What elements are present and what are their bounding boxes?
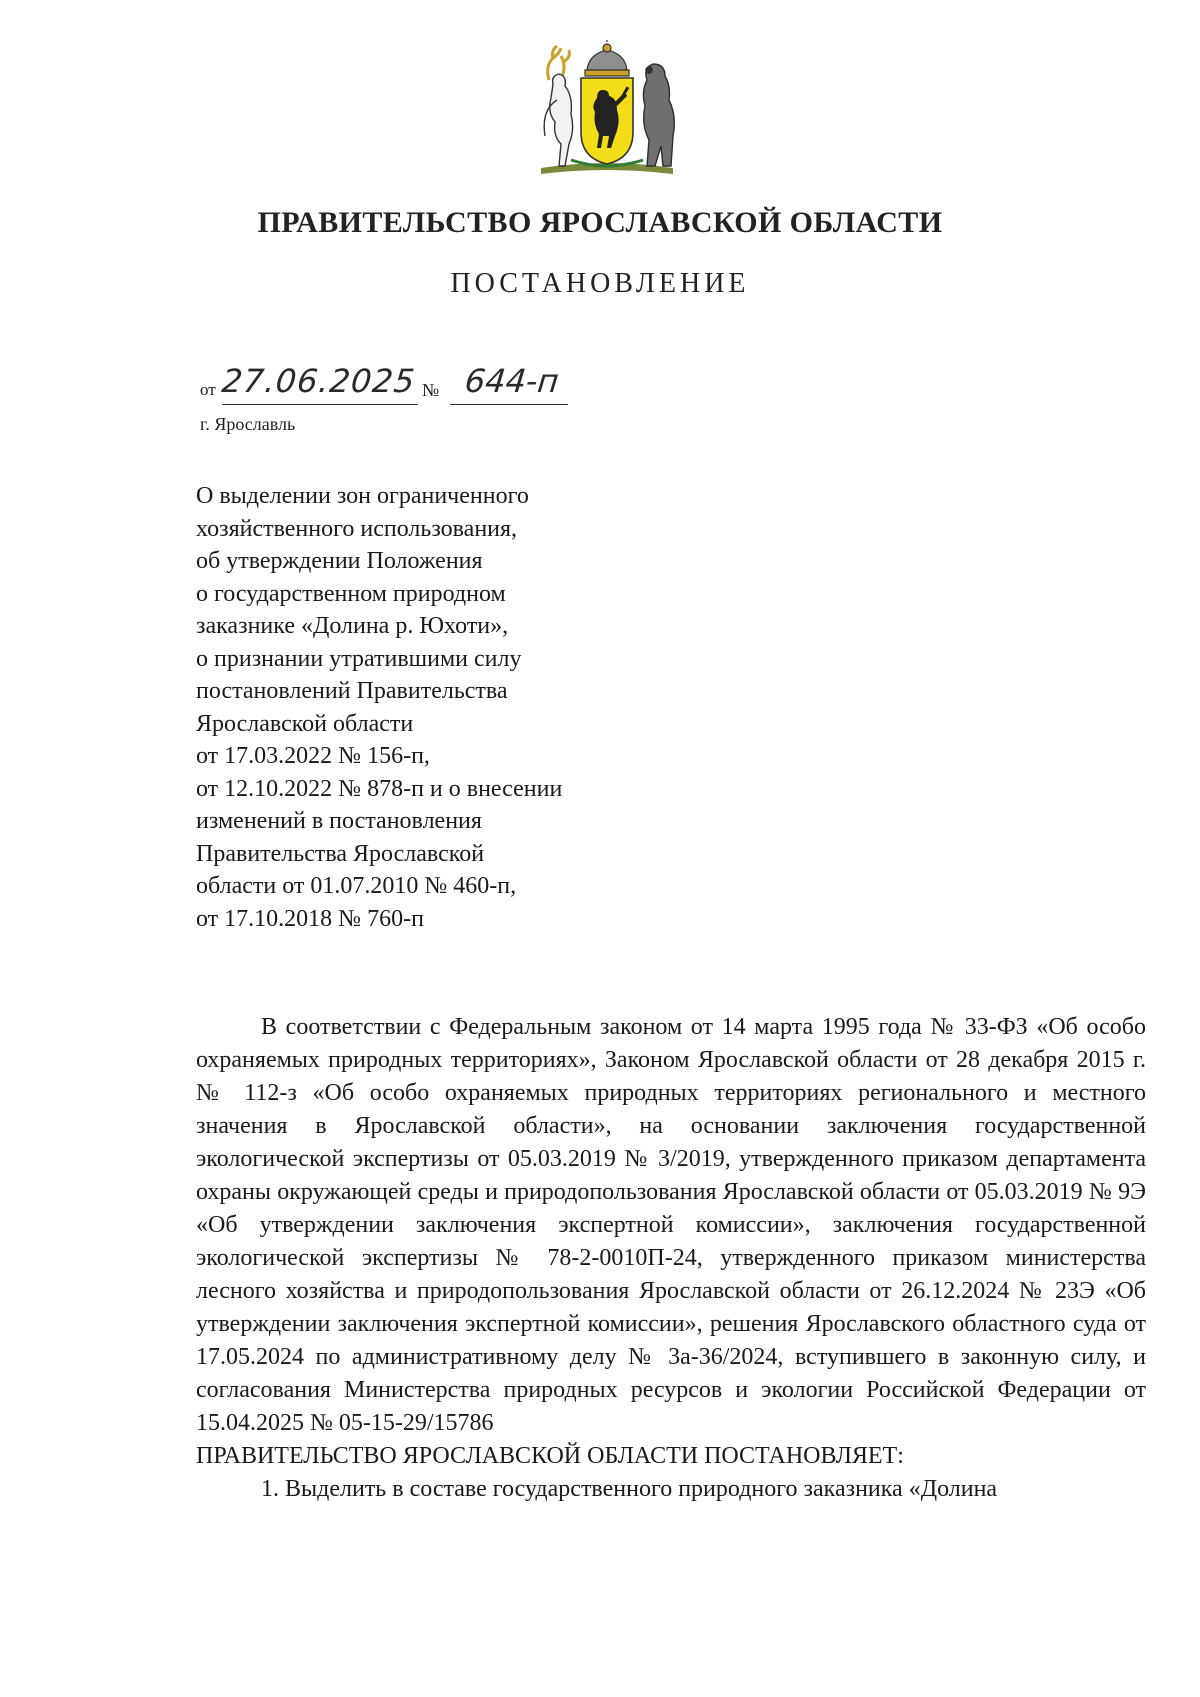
subject-line: постановлений Правительства: [196, 678, 508, 704]
subject-line: Ярославской области: [196, 710, 414, 737]
document-body: [196, 1011, 1146, 1506]
subject-line: Правительства Ярославской: [196, 840, 485, 867]
subject-line: изменений в постановления: [196, 808, 482, 834]
date-prefix: от: [200, 380, 216, 399]
subject-line: об утверждении Положения: [196, 548, 483, 574]
number-underline: [450, 404, 568, 405]
number-prefix: №: [422, 380, 440, 400]
handwritten-number: 644-п: [463, 362, 561, 400]
subject-line: О выделении зон ограниченного: [196, 483, 529, 509]
registration-line: [200, 362, 620, 406]
subject-line: области от 01.07.2010 № 460-п,: [196, 873, 517, 899]
document-type-title: ПОСТАНОВЛЕНИЕ: [450, 268, 750, 299]
date-underline: [222, 404, 418, 405]
resolves-line: ПРАВИТЕЛЬСТВО ЯРОСЛАВСКОЙ ОБЛАСТИ ПОСТАНОВЛЯЕТ:: [196, 1443, 904, 1469]
subject-line: заказнике «Долина р. Юхоти»,: [196, 613, 509, 639]
item-1-paragraph: 1. Выделить в составе государственного природного заказника «Долина: [261, 1476, 998, 1502]
handwritten-date: 27.06.2025: [220, 362, 418, 400]
preamble-paragraph: В соответствии с Федеральным законом от 14 марта 1995 года № 33-ФЗ «Об особо охраняемых природных территориях», Законом Ярославской области от 28 декабря 2015 г. № 112-з «Об особо охраняемых природных территориях регионального и местного значения в Ярославской области», на основании заключения государственной экологической экспертизы от 05.03.2019 № 3/2019, утвержденного приказом департамента охраны окружающей среды и природопользования Ярославской области от 05.03.2019 № 9Э «Об утверждении заключения экспертной комиссии», заключения государственной экологической экспертизы № 78-2-0010П-24, утвержденного приказом министерства лесного хозяйства и природопользования Ярославской области от 26.12.2024 № 23Э «Об утверждении заключения экспертной комиссии», решения Ярославского областного суда от 17.05.2024 по административному делу № 3а-36/2024, вступившего в законную силу, и согласования Министерства природных ресурсов и экологии Российской Федерации от 15.04.2025 № 05-15-29/15786: [196, 1014, 1146, 1436]
subject-line: от 17.03.2022 № 156-п,: [196, 743, 430, 769]
document-subject: [196, 480, 562, 935]
yaroslavl-oblast-coat-of-arms-icon: [531, 40, 683, 178]
subject-line: о признании утратившими силу: [196, 645, 522, 672]
subject-line: от 12.10.2022 № 878-п и о внесении: [196, 775, 563, 802]
city-label: г. Ярославль: [200, 414, 296, 434]
subject-line: хозяйственного использования,: [196, 515, 518, 542]
government-title: ПРАВИТЕЛЬСТВО ЯРОСЛАВСКОЙ ОБЛАСТИ: [257, 206, 943, 239]
subject-line: о государственном природном: [196, 580, 506, 607]
subject-line: от 17.10.2018 № 760-п: [196, 905, 424, 932]
